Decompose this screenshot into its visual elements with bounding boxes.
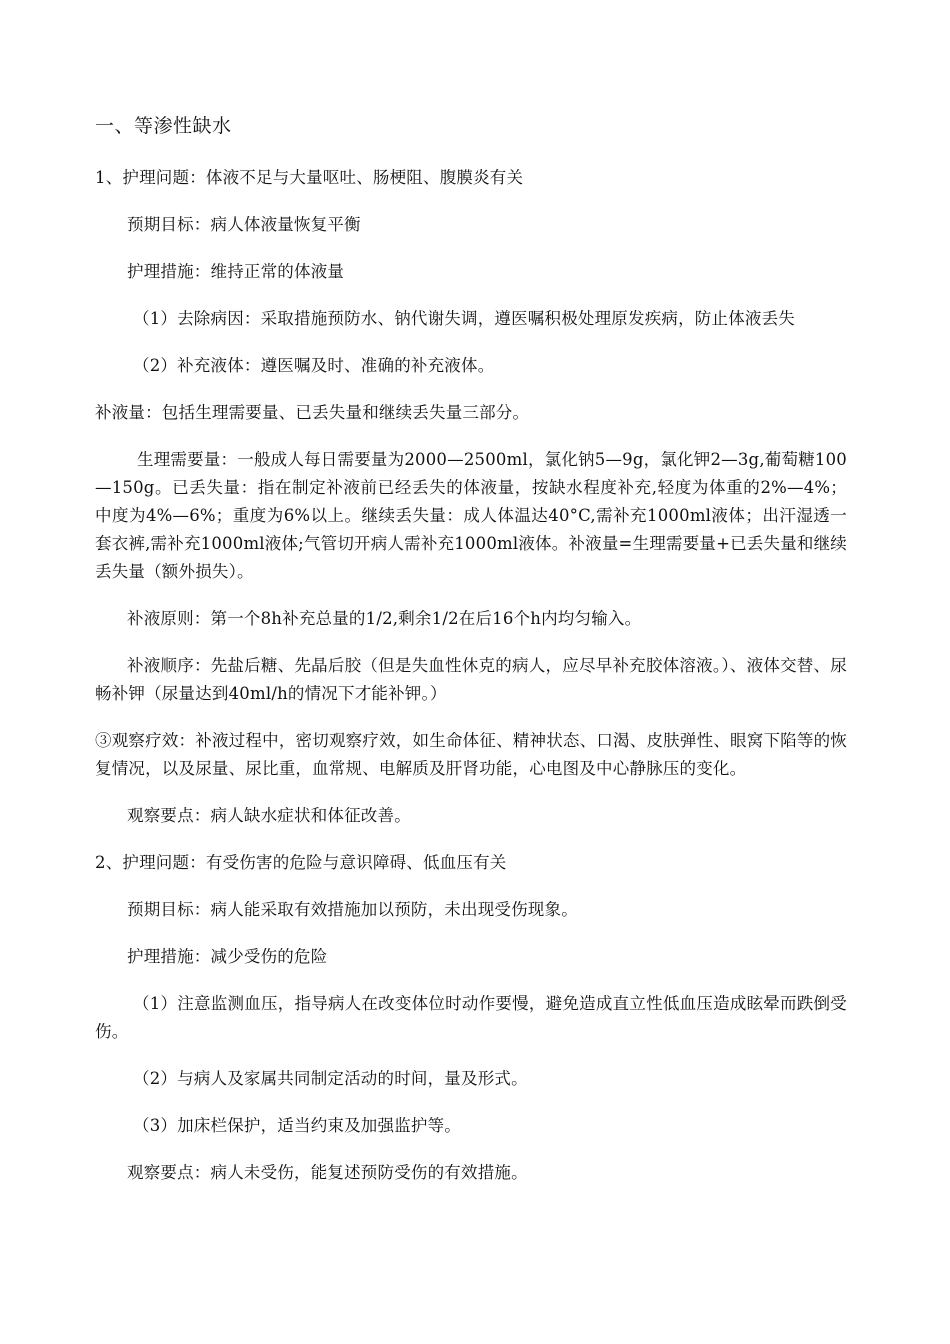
physiological-need-paragraph: 生理需要量：一般成人每日需要量为2000—2500ml，氯化钠5—9g，氯化钾2—3g,葡萄糖100—150g。已丢失量：指在制定补液前已经丢失的体液量，按缺水程度补充,轻度为体重的2%—4%；中度为4%—6%；重度为6%以上。继续丢失量：成人体温达40°C,需补充1000ml液体；出汗湿透一套衣裤,需补充1000ml液体;气管切开病人需补充1000ml液体。补液量=生理需要量+已丢失量和继续丢失量（额外损失）。 [95,450,847,581]
fluid-principle-paragraph: 补液原则：第一个8h补充总量的1/2,剩余1/2在后16个h内均匀输入。 [127,609,642,628]
nursing-measure-1: 护理措施：维持正常的体液量 [127,262,345,281]
observation-points-1: 观察要点：病人缺水症状和体征改善。 [127,806,411,825]
nursing-problem-1: 1、护理问题：体液不足与大量呕吐、肠梗阻、腹膜炎有关 [95,168,524,187]
measure-item-1: （1）去除病因：采取措施预防水、钠代谢失调，遵医嘱积极处理原发疾病，防止体液丢失 [133,309,795,328]
fluid-order-paragraph: 补液顺序：先盐后糖、先晶后胶（但是失血性休克的病人，应尽早补充胶体溶液。）、液体交替、尿畅补钾（尿量达到40ml/h的情况下才能补钾。） [95,656,847,703]
measure-item-2: （2）补充液体：遵医嘱及时、准确的补充液体。 [133,356,495,375]
expected-goal-1: 预期目标：病人体液量恢复平衡 [127,215,361,234]
nursing-problem-2: 2、护理问题：有受伤害的危险与意识障碍、低血压有关 [95,853,507,872]
measure-item-2-2: （2）与病人及家属共同制定活动的时间，量及形式。 [133,1069,528,1088]
fluid-volume-paragraph: 补液量：包括生理需要量、已丢失量和继续丢失量三部分。 [95,403,530,422]
expected-goal-2: 预期目标：病人能采取有效措施加以预防，未出现受伤现象。 [127,900,578,919]
observation-points-2: 观察要点：病人未受伤，能复述预防受伤的有效措施。 [127,1163,528,1182]
nursing-measure-2: 护理措施：减少受伤的危险 [127,947,328,966]
measure-item-2-3: （3）加床栏保护，适当约束及加强监护等。 [133,1116,461,1135]
section-heading: 一、等渗性缺水 [95,115,232,137]
measure-item-2-1: （1）注意监测血压，指导病人在改变体位时动作要慢，避免造成直立性低血压造成眩晕而跌倒受伤。 [95,994,847,1041]
document-body [95,112,847,1206]
observe-efficacy-paragraph: ③观察疗效：补液过程中，密切观察疗效，如生命体征、精神状态、口渴、皮肤弹性、眼窝下陷等的恢复情况，以及尿量、尿比重，血常规、电解质及肝肾功能，心电图及中心静脉压的变化。 [95,731,847,778]
